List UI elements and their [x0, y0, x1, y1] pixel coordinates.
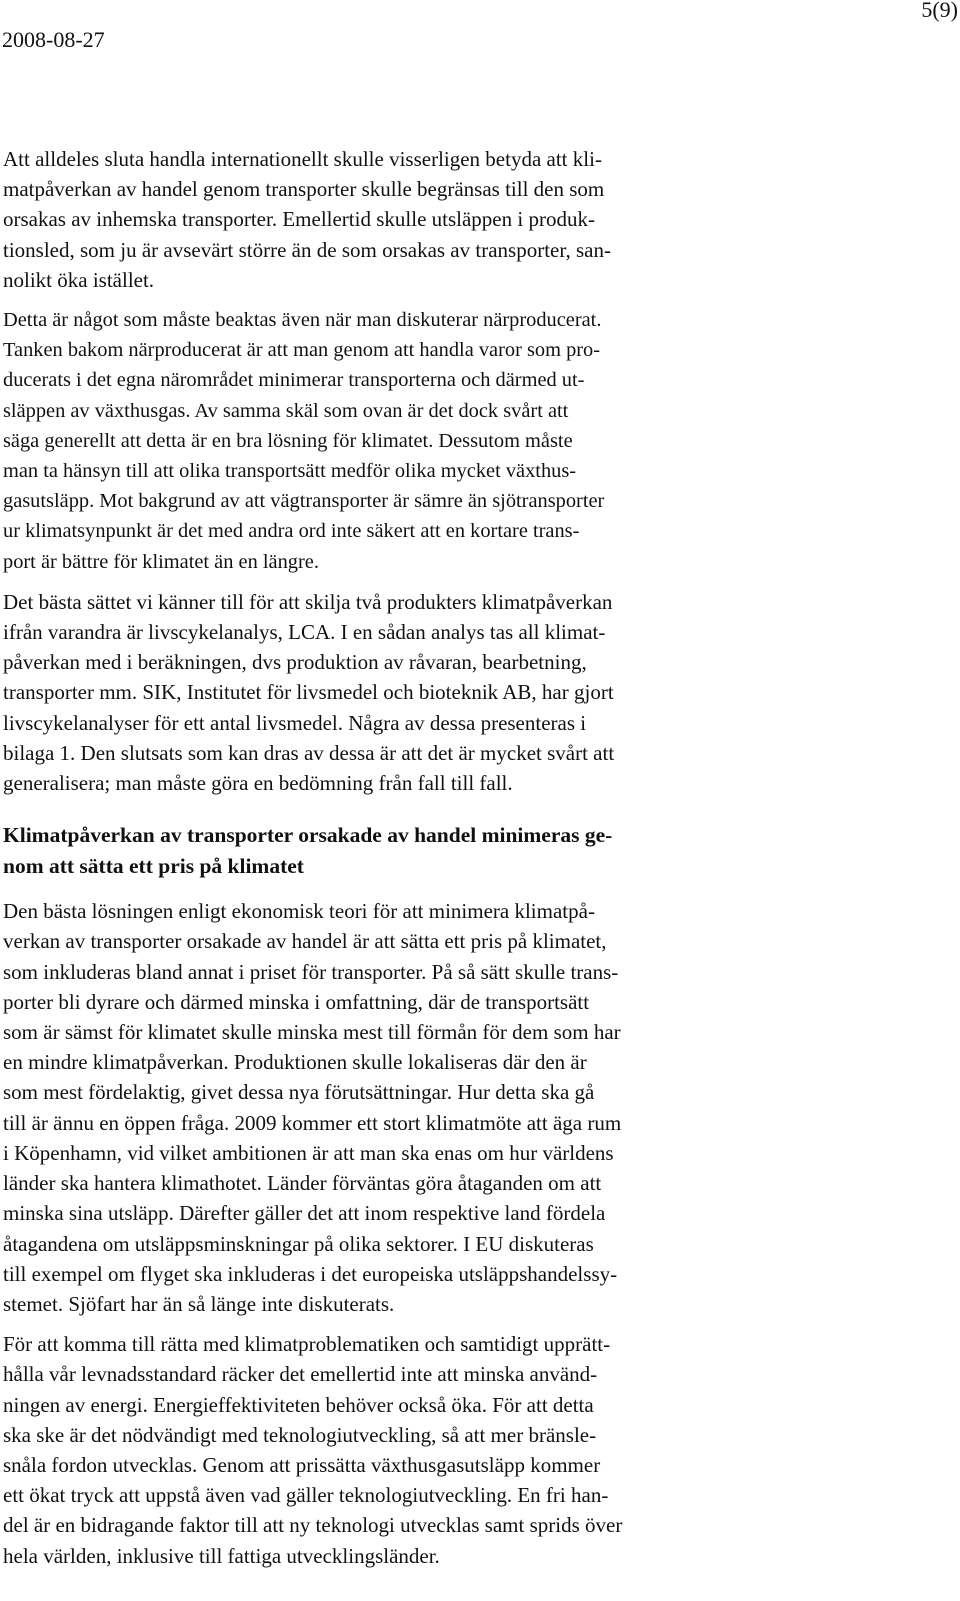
text-line: gasutsläpp. Mot bakgrund av att vägtransporter är sämre än sjötransporter: [3, 490, 605, 513]
text-line: åtagandena om utsläppsminskningar på olika sektorer. I EU diskuteras: [3, 1231, 594, 1256]
text-line: släppen av växthusgas. Av samma skäl som ovan är det dock svårt att: [3, 399, 569, 422]
text-line: ningen av energi. Energieffektiviteten behöver också öka. För att detta: [3, 1392, 594, 1417]
paragraph: [3, 144, 953, 295]
text-line: Den bästa lösningen enligt ekonomisk teori för att minimera klimatpå-: [3, 899, 595, 924]
text-line: i Köpenhamn, vid vilket ambitionen är att man ska enas om hur världens: [3, 1140, 614, 1165]
paragraph: [3, 896, 953, 1319]
text-line: man ta hänsyn till att olika transportsätt medför olika mycket växthus-: [3, 460, 577, 483]
text-line: snåla fordon utvecklas. Genom att prissätta växthusgasutsläpp kommer: [3, 1452, 601, 1477]
text-line: För att komma till rätta med klimatproblematiken och samtidigt upprätt-: [3, 1332, 611, 1357]
paragraph: [3, 587, 953, 798]
text-line: generalisera; man måste göra en bedömning från fall till fall.: [3, 771, 513, 796]
text-line: länder ska hantera klimathotet. Länder förväntas göra åtaganden om att: [3, 1171, 602, 1196]
page-number: 5(9): [921, 0, 958, 22]
paragraph: [3, 1329, 953, 1571]
text-line: till exempel om flyget ska inkluderas i det europeiska utsläppshandelssy-: [3, 1261, 618, 1286]
text-line: påverkan med i beräkningen, dvs produktion av råvaran, bearbetning,: [3, 650, 587, 675]
text-line: Detta är något som måste beaktas även när man diskuterar närproducerat.: [3, 309, 602, 332]
text-line: bilaga 1. Den slutsats som kan dras av dessa är att det är mycket svårt att: [3, 740, 615, 765]
text-line: till är ännu en öppen fråga. 2009 kommer ett stort klimatmöte att äga rum: [3, 1110, 622, 1135]
heading-line: Klimatpåverkan av transporter orsakade av handel minimeras ge-: [3, 823, 613, 848]
text-line: hela världen, inklusive till fattiga utvecklingsländer.: [3, 1543, 440, 1568]
text-line: nolikt öka istället.: [3, 267, 155, 292]
text-line: ett ökat tryck att uppstå även vad gäller teknologiutveckling. En fri han-: [3, 1483, 609, 1508]
paragraph: [3, 305, 953, 577]
text-line: ur klimatsynpunkt är det med andra ord inte säkert att en kortare trans-: [3, 520, 580, 543]
text-line: Det bästa sättet vi känner till för att skilja två produkters klimatpåverkan: [3, 589, 613, 614]
text-line: matpåverkan av handel genom transporter skulle begränsas till den som: [3, 177, 605, 202]
section-heading: [3, 820, 953, 882]
heading-line: nom att sätta ett pris på klimatet: [3, 854, 304, 879]
header-date: 2008-08-27: [2, 27, 105, 52]
text-line: porter bli dyrare och därmed minska i omfattning, där de transportsätt: [3, 989, 590, 1014]
text-line: transporter mm. SIK, Institutet för livsmedel och bioteknik AB, har gjort: [3, 680, 614, 705]
text-line: en mindre klimatpåverkan. Produktionen skulle lokaliseras där den är: [3, 1050, 587, 1075]
text-line: säga generellt att detta är en bra lösning för klimatet. Dessutom måste: [3, 429, 573, 452]
text-line: ska ske är det nödvändigt med teknologiutveckling, så att mer bränsle-: [3, 1422, 597, 1447]
text-line: tionsled, som ju är avsevärt större än de som orsakas av transporter, san-: [3, 237, 611, 262]
text-line: Tanken bakom närproducerat är att man genom att handla varor som pro-: [3, 339, 601, 362]
text-line: Att alldeles sluta handla internationellt skulle visserligen betyda att kli-: [3, 147, 602, 171]
text-line: del är en bidragande faktor till att ny teknologi utvecklas samt sprids över: [3, 1513, 623, 1538]
text-line: som är sämst för klimatet skulle minska mest till förmån för dem som har: [3, 1020, 621, 1045]
text-line: livscykelanalyser för ett antal livsmedel. Några av dessa presenteras i: [3, 710, 587, 735]
text-line: verkan av transporter orsakade av handel är att sätta ett pris på klimatet,: [3, 929, 607, 954]
text-line: stemet. Sjöfart har än så länge inte diskuterats.: [3, 1291, 395, 1316]
text-line: som mest fördelaktig, givet dessa nya förutsättningar. Hur detta ska gå: [3, 1080, 595, 1105]
text-line: orsakas av inhemska transporter. Emellertid skulle utsläppen i produk-: [3, 207, 595, 232]
document-body: [3, 144, 953, 1571]
text-line: som inkluderas bland annat i priset för transporter. På så sätt skulle trans-: [3, 959, 619, 984]
text-line: port är bättre för klimatet än en längre.: [3, 550, 319, 573]
text-line: hålla vår levnadsstandard räcker det emellertid inte att minska använd-: [3, 1362, 598, 1387]
text-line: minska sina utsläpp. Därefter gäller det att inom respektive land fördela: [3, 1201, 606, 1226]
text-line: ducerats i det egna närområdet minimerar transporterna och därmed ut-: [3, 369, 585, 392]
text-line: ifrån varandra är livscykelanalys, LCA. I en sådan analys tas all klimat-: [3, 620, 606, 645]
